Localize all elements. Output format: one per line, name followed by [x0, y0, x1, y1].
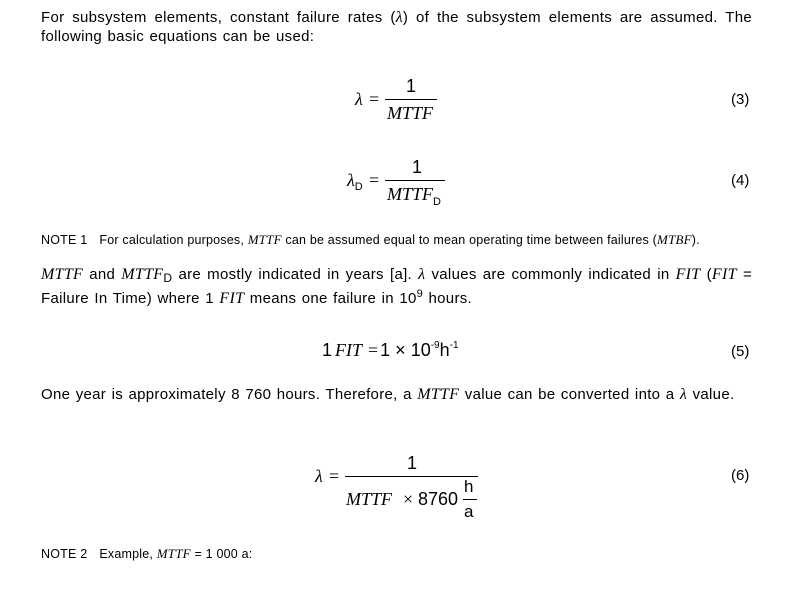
eq6-value: 8760 — [418, 489, 459, 509]
eq3-fraction-bar — [385, 99, 437, 100]
eq4-numerator: 1 — [412, 157, 423, 177]
eq6-lhs: λ — [315, 466, 323, 486]
eq4-fraction-bar — [385, 180, 445, 181]
conversion-paragraph: One year is approximately 8 760 hours. Therefore, a MTTF value can be converted into a λ value. — [41, 386, 735, 403]
note-2-label: NOTE 2 — [41, 547, 88, 561]
eq3-equals: = — [369, 89, 380, 109]
eq6-unit-h: h — [464, 477, 474, 496]
eq6-fraction-bar — [345, 476, 478, 477]
eq6-numerator: 1 — [407, 453, 418, 473]
eq3-number: (3) — [731, 91, 750, 108]
eq4-number: (4) — [731, 172, 750, 189]
eq6-equals: = — [329, 466, 340, 486]
eq3-numerator: 1 — [406, 76, 417, 96]
eq6-number: (6) — [731, 467, 750, 484]
eq5-number: (5) — [731, 343, 750, 360]
eq6-unit-a: a — [464, 502, 474, 521]
eq6-unit-bar — [463, 499, 477, 500]
eq3-denominator: MTTF — [387, 103, 434, 123]
eq6-denominator-mttf: MTTF — [346, 489, 393, 509]
eq3-lhs: λ — [355, 89, 363, 109]
eq4-lhs: $\lambda_D$ — [347, 170, 363, 193]
note-1-label: NOTE 1 — [41, 233, 88, 247]
eq4-denominator: $MTTF_D$ — [387, 184, 441, 208]
note-1: NOTE 1 For calculation purposes, MTTF can be assumed equal to mean operating time between failures (MTBF). — [41, 232, 700, 247]
note-2: NOTE 2 Example, MTTF = 1 000 a: — [41, 546, 253, 561]
mttf-paragraph: MTTF and $MTTF_D$ are mostly indicated in years [a]. λ values are commonly indicated in FIT (FIT = Failure In Time) where 1 FIT means one failure in $10^9$ hours. — [41, 266, 753, 307]
eq6-times: × — [403, 489, 414, 509]
eq4-equals: = — [369, 170, 380, 190]
intro-paragraph: For subsystem elements, constant failure rates (λ) of the subsystem elements are assumed. The following basic equations can be used: — [41, 9, 752, 45]
eq5-expression: 1 FIT = $1 \times 10^{-9}h^{-1}$ — [322, 340, 459, 360]
lambda-symbol: λ — [395, 9, 403, 26]
